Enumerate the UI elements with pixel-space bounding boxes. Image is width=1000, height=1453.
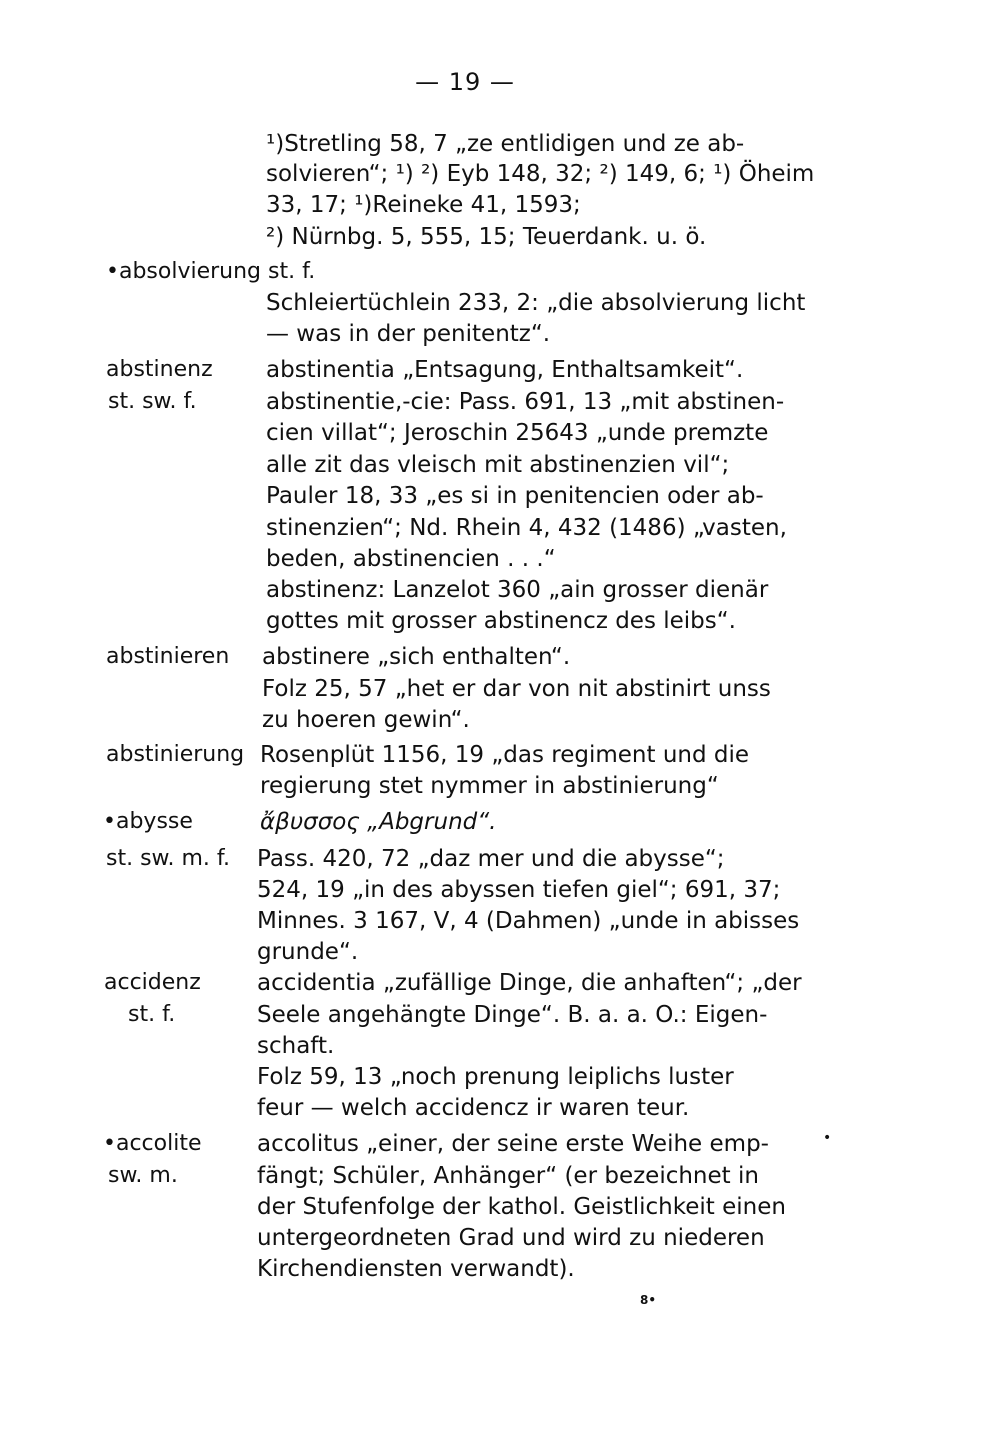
text-line: Kirchendiensten verwandt).: [257, 1256, 575, 1282]
text-line: abstinenz: Lanzelot 360 „ain grosser dienär: [266, 577, 769, 603]
text-line: accidentia „zufällige Dinge, die anhaften“; „der: [257, 970, 802, 996]
margin-marker: •: [823, 1130, 832, 1146]
text-line: zu hoeren gewin“.: [262, 707, 470, 733]
text-line: ²) Nürnbg. 5, 555, 15; Teuerdank. u. ö.: [266, 224, 707, 250]
text-line: Minnes. 3 167, V, 4 (Dahmen) „unde in abisses: [257, 908, 800, 934]
text-line: ἄβυσσος „Abgrund“.: [260, 809, 497, 835]
headword-abstinenz: abstinenz: [106, 357, 213, 382]
text-line: Folz 25, 57 „het er dar von nit abstinirt unss: [262, 676, 771, 702]
headword-abstinierung: abstinierung: [106, 742, 245, 767]
text-line: abstinere „sich enthalten“.: [262, 644, 571, 670]
text-line: stinenzien“; Nd. Rhein 4, 432 (1486) „vasten,: [266, 515, 787, 541]
headword-abysse: •abysse: [103, 809, 193, 834]
text-line: ¹)Stretling 58, 7 „ze entlidigen und ze ab-: [266, 131, 745, 157]
text-line: fängt; Schüler, Anhänger“ (er bezeichnet in: [257, 1163, 759, 1189]
text-line: Seele angehängte Dinge“. B. a. a. O.: Eigen-: [257, 1002, 768, 1028]
headword-accolite: •accolite: [103, 1131, 202, 1156]
text-line: 33, 17; ¹)Reineke 41, 1593;: [266, 192, 581, 218]
signature-mark: 8•: [640, 1293, 657, 1307]
text-line: solvieren“; ¹) ²) Eyb 148, 32; ²) 149, 6; ¹) Öheim: [266, 161, 815, 187]
text-line: gottes mit grosser abstinencz des leibs“.: [266, 608, 736, 634]
grammar-label: st. sw. m. f.: [106, 846, 231, 871]
text-line: grunde“.: [257, 939, 359, 965]
text-line: accolitus „einer, der seine erste Weihe emp-: [257, 1131, 769, 1157]
text-line: alle zit das vleisch mit abstinenzien vil“;: [266, 452, 730, 478]
text-line: abstinentia „Entsagung, Enthaltsamkeit“.: [266, 357, 744, 383]
headword-accidenz: accidenz: [104, 970, 201, 995]
page-number: — 19 —: [415, 68, 515, 96]
text-line: 524, 19 „in des abyssen tiefen giel“; 691, 37;: [257, 877, 781, 903]
text-line: regierung stet nymmer in abstinierung“: [260, 773, 719, 799]
text-line: cien villat“; Jeroschin 25643 „unde premzte: [266, 420, 769, 446]
text-line: Rosenplüt 1156, 19 „das regiment und die: [260, 742, 750, 768]
text-line: schaft.: [257, 1033, 335, 1059]
text-line: untergeordneten Grad und wird zu niederen: [257, 1225, 765, 1251]
text-line: — was in der penitentz“.: [266, 321, 551, 347]
headword-abstinieren: abstinieren: [106, 644, 230, 669]
text-line: Folz 59, 13 „noch prenung leiplichs luster: [257, 1064, 734, 1090]
grammar-label: sw. m.: [108, 1163, 178, 1188]
headword-absolvierung: •absolvierung st. f.: [106, 259, 316, 284]
text-line: Schleiertüchlein 233, 2: „die absolvierung licht: [266, 290, 806, 316]
text-line: der Stufenfolge der kathol. Geistlichkeit einen: [257, 1194, 786, 1220]
text-line: Pass. 420, 72 „daz mer und die abysse“;: [257, 846, 725, 872]
grammar-label: st. f.: [128, 1002, 176, 1027]
text-line: Pauler 18, 33 „es si in penitencien oder ab-: [266, 483, 764, 509]
text-line: feur — welch accidencz ir waren teur.: [257, 1095, 690, 1121]
text-line: beden, abstinencien . . .“: [266, 546, 556, 572]
text-line: abstinentie,-cie: Pass. 691, 13 „mit abstinen-: [266, 389, 785, 415]
grammar-label: st. sw. f.: [108, 389, 197, 414]
